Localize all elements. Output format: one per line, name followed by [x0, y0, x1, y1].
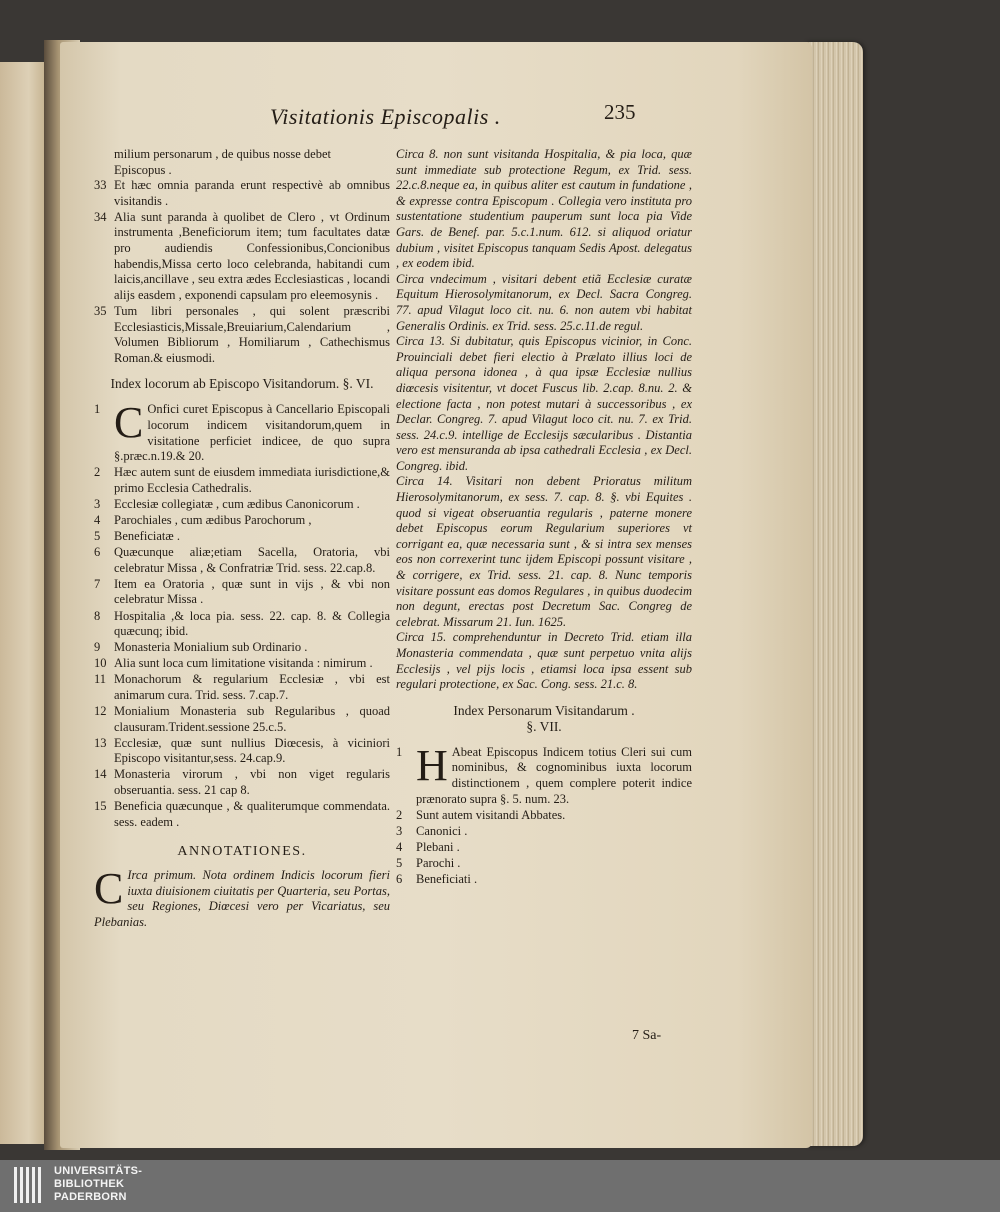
list-item — [94, 513, 390, 529]
item-text: Monialium Monasteria sub Regularibus , quoad clausuram.Trident.sessione 25.c.5. — [114, 704, 390, 734]
list-item — [94, 529, 390, 545]
left-page-edge — [0, 62, 48, 1144]
list-item — [94, 178, 390, 209]
item-number: 6 — [94, 545, 101, 560]
list-item — [94, 767, 390, 798]
item-number: 6 — [396, 872, 403, 887]
item-text: Sunt autem visitandi Abbates. — [416, 807, 566, 822]
note-label: Circa 8. — [396, 147, 439, 161]
list-item — [94, 304, 390, 366]
list-item — [396, 824, 692, 840]
library-name — [54, 1165, 142, 1204]
item-text: Plebani . — [416, 839, 460, 854]
list-item — [94, 398, 390, 464]
note-paragraph — [396, 474, 692, 630]
section-heading: Index locorum ab Episcopo Visitandorum. §. VI. — [110, 376, 374, 392]
list-item — [94, 497, 390, 513]
item-number: 4 — [94, 512, 101, 527]
item-number: 2 — [396, 807, 403, 822]
left-column — [94, 147, 390, 930]
drop-cap: C — [114, 398, 144, 448]
annotations-heading: ANNOTATIONES. — [177, 844, 307, 860]
item-text: Et hæc omnia paranda erunt respectivè ab omnibus visitandis . — [114, 178, 390, 208]
note-text: visitari debent etiã Ecclesiæ curatæ Equitum Hierosolymitanorum, ex Decl. Sacra Congreg. 77. apud Vilagut loco cit. nu. 6. non autem vbi habitat Generalis Ordinis. ex Trid. sess. 25.c.11.de regul. — [396, 271, 692, 333]
item-number: 1 — [94, 402, 101, 417]
item-text: Ecclesiæ, quæ sunt nullius Diœcesis, à viciniori Episcopo visitantur,sess. 24.cap.9. — [114, 735, 390, 766]
item-text — [416, 740, 692, 807]
page-edges — [805, 42, 863, 1146]
item-number: 33 — [94, 178, 107, 193]
list-item — [94, 609, 390, 640]
note-text: non sunt visitanda Hospitalia, & pia loca, quæ sunt immediate sub protectione Regum, ex Trid. sess. 22.c.8.neque ea, in quibus aliter est cautum in fundatione , & expresse contra Episcopum . Collegia vero instituta pro sustentatione studentium pauperum sunt loca pia Vide Gars. de Benef. par. 5.c.1.num. 612. si aliquod oriatur dubium , visitet Episcopus tanquam Sedis Apost. delegatus , ex eodem ibid. — [396, 147, 692, 271]
note-paragraph — [396, 272, 692, 334]
library-name-line: UNIVERSITÄTS- — [54, 1165, 143, 1177]
item-text: Parochiales , cum ædibus Parochorum , — [114, 512, 312, 527]
item-body: Onfici curet Episcopus à Cancellario Episcopali locorum indicem visitandorum,quem in visitatione perficiet indicee, de quo supra §.præc.n.19.& 20. — [114, 402, 390, 464]
item-number: 11 — [94, 672, 107, 687]
list-item — [396, 872, 692, 888]
list-item — [396, 808, 692, 824]
item-text: Quæcunque aliæ;etiam Sacella, Oratoria, vbi celebratur Missa , & Confratriæ Trid. sess. 22.cap.8. — [114, 545, 390, 575]
list-item — [94, 656, 390, 672]
item-text: Ecclesiæ collegiatæ , cum ædibus Canonicorum . — [114, 496, 360, 511]
item-number: 9 — [94, 640, 101, 655]
list-item — [94, 545, 390, 576]
note-label: Circa 14. — [396, 474, 453, 489]
item-number: 13 — [94, 735, 107, 750]
list-item — [94, 799, 390, 830]
item-text: Alia sunt paranda à quolibet de Clero , vt Ordinum instrumenta ,Beneficiorum item; tum facultates datæ pro audiendis Confessionibus,Concionibus habendis,Missa certo loco celebranda, habitandi cum laicis,ancillave , seu extra ædes Ecclesiasticas , locandi alijs easdem , exponendi capsulam pro eleemosynis . — [114, 209, 390, 302]
item-text: Monasteria Monialium sub Ordinario . — [114, 640, 308, 655]
drop-cap: C — [94, 863, 124, 913]
right-column — [396, 147, 692, 888]
item-text: Monasteria virorum , vbi non viget regularis obseruantia. sess. 21 cap 8. — [114, 767, 390, 798]
item-number: 35 — [94, 303, 107, 318]
item-number: 15 — [94, 799, 107, 814]
list-item — [94, 704, 390, 735]
item-number: 10 — [94, 656, 107, 671]
library-footer — [0, 1160, 1000, 1212]
item-text: Canonici . — [416, 823, 468, 838]
item-number: 3 — [396, 823, 403, 838]
annotation-notes — [396, 147, 692, 693]
annotation-paragraph — [94, 863, 390, 930]
note-paragraph — [396, 147, 692, 272]
running-title: Visitationis Episcopalis . — [270, 104, 501, 129]
section-heading: Index Personarum Visitandarum . — [453, 702, 635, 718]
library-name-line: BIBLIOTHEK — [54, 1178, 125, 1190]
item-number: 3 — [94, 496, 101, 511]
item-number: 12 — [94, 704, 107, 719]
item-number: 1 — [396, 744, 403, 759]
item-number: 5 — [396, 855, 403, 870]
item-text: Hæc autem sunt de eiusdem immediata iurisdictione,& primo Ecclesia Cathedralis. — [114, 465, 390, 495]
drop-cap: H — [416, 740, 448, 790]
intro-line: milium personarum , de quibus nosse debet — [114, 147, 331, 161]
library-logo-icon — [14, 1167, 40, 1203]
note-label: Circa 13. — [396, 334, 445, 349]
item-text: Parochi . — [416, 855, 461, 870]
note-text: Si dubitatur, quis Episcopus vicinior, in Conc. Prouinciali debet fieri electio à Prælato illius loci de aliqua persona idonea , à qua ipsæ Ecclesiæ nullius diœcesis visitentur, vt docet Fuscus lib. 2.cap. 8.nu. 2. & electione facta , non potest mutari à successoribus , ex Declar. Congreg. 7. apud Vilagut loco cit. nu. 7. ex Trid. sess. 24.c.9. intellige de Ecclesijs sæcularibus . Distantia vero est mensuranda ab ipsa cathedrali Ecclesia , ex Decl. Congreg. ibid. — [396, 334, 693, 473]
item-text: Tum libri personales , qui solent præscribi Ecclesiasticis,Missale,Breuiarium,Calendarium , Volumen Bibliorum , Homiliarum , Cathechismus Roman.& eiusmodi. — [114, 303, 390, 365]
item-text: Item ea Oratoria , quæ sunt in vijs , & vbi non celebratur Missa . — [114, 576, 390, 607]
item-number: 4 — [396, 839, 403, 854]
intro-line: Episcopus . — [114, 162, 172, 177]
note-label: Circa vndecimum , — [396, 271, 496, 286]
item-text: Beneficiati . — [416, 872, 478, 887]
note-label: Circa 15. — [396, 630, 447, 645]
note-paragraph — [396, 334, 692, 474]
item-text: Beneficiatæ . — [114, 529, 180, 544]
list-item — [94, 672, 390, 703]
item-text: Monachorum & regularium Ecclesiæ , vbi est animarum cura. Trid. sess. 7.cap.7. — [114, 672, 390, 702]
list-item — [396, 840, 692, 856]
item-body: Abeat Episcopus Indicem totius Cleri sui cum nominibus, & cognominibus iuxta locorum distinctionem , quem complere poterit indice prænorato supra §. 5. num. 23. — [416, 744, 692, 806]
library-name-line: PADERBORN — [54, 1191, 127, 1203]
note-paragraph — [396, 630, 692, 692]
list-item — [94, 577, 390, 608]
item-number: 5 — [94, 529, 101, 544]
note-text: Visitari non debent Prioratus militum Hierosolymitanorum, ex sess. 7. cap. 8. §. vbi Equites . quod si vigeat obseruantia regularis , paterne monere debet Episcopus eorum Regularium superiores vt corrigant ea, quæ necessaria sunt , & si intra sex menses eos non correxerint tunc ijdem Episcopi possunt visitare , & corrigere, ex Trid. sess. 21. cap. 8. Nunc temporis visitare possunt eas domos Regulares , in quibus duodecim non degunt, erectas post Decretum Sac. Congreg de celebrat. Missarum 21. Iun. 1625. — [396, 474, 693, 629]
list-item — [94, 465, 390, 496]
note-text: comprehenduntur in Decreto Trid. etiam illa Monasteria commendata , quæ sunt perpetuo vnita alijs Ecclesijs , vel pijs locis , etiamsi loca ipsa essent sub regulari protectione, ex Sac. Cong. sess. 21.c. 8. — [396, 630, 693, 692]
list-item — [396, 740, 692, 807]
item-number: 34 — [94, 209, 107, 224]
item-text — [114, 398, 390, 464]
item-number: 8 — [94, 608, 101, 623]
item-number: 14 — [94, 767, 107, 782]
item-text: Alia sunt loca cum limitatione visitanda : nimirum . — [114, 656, 373, 671]
item-text: Hospitalia ,& loca pia. sess. 22. cap. 8. & Collegia quæcunq; ibid. — [114, 608, 390, 639]
list-item — [94, 210, 390, 304]
list-item — [94, 640, 390, 656]
section-number: §. VII. — [526, 718, 562, 734]
page-number: 235 — [604, 100, 636, 124]
list-item — [396, 856, 692, 872]
item-text: Beneficia quæcunque , & qualiterumque commendata. sess. eadem . — [114, 799, 390, 829]
item-number: 2 — [94, 465, 101, 480]
annotation-text: Irca primum. Nota ordinem Indicis locorum fieri iuxta diuisionem ciuitatis per Quarteria, seu Portas, seu Regiones, Diœcesi vero per Vicariatus, seu Plebanias. — [94, 867, 390, 929]
catchword: 7 Sa- — [632, 1028, 662, 1043]
list-item — [94, 736, 390, 767]
item-number: 7 — [94, 576, 101, 591]
